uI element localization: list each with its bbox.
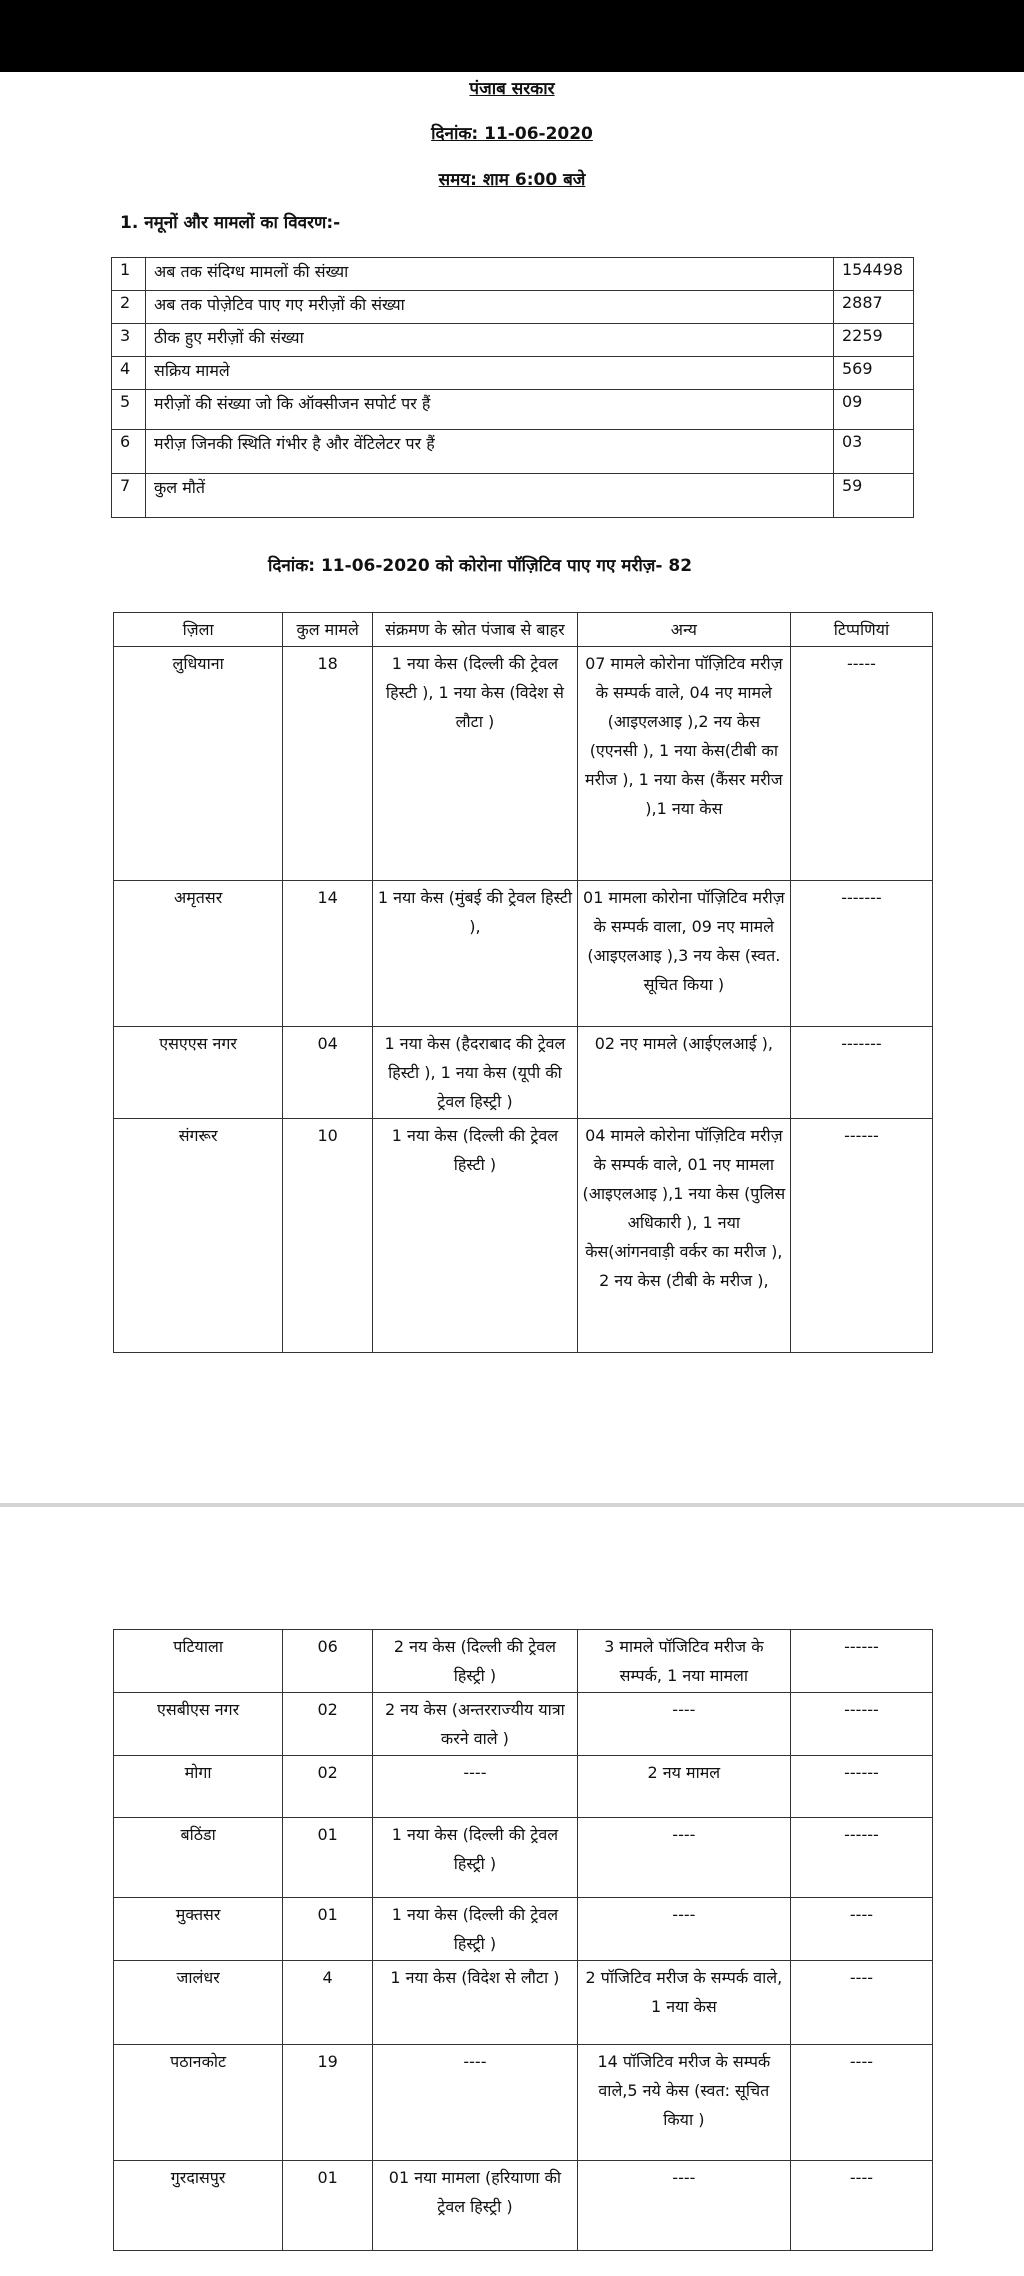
other-cases: 02 नए मामले (आईएलआई ), (577, 1027, 790, 1119)
col-remarks: टिप्पणियां (790, 613, 932, 647)
total-cases: 19 (283, 2045, 373, 2161)
total-cases: 18 (283, 647, 373, 881)
col-other: अन्य (577, 613, 790, 647)
other-cases: ---- (577, 1693, 790, 1756)
total-cases: 06 (283, 1630, 373, 1693)
row-number: 1 (112, 258, 146, 291)
row-label: अब तक संदिग्ध मामलों की संख्या (146, 258, 834, 291)
other-cases: 2 नय मामल (577, 1756, 790, 1818)
outside-source: ---- (373, 1756, 578, 1818)
outside-source: 2 नय केस (अन्तरराज्यीय यात्रा करने वाले ) (373, 1693, 578, 1756)
row-label: मरीज़ों की संख्या जो कि ऑक्सीजन सपोर्ट पर हैं (146, 390, 834, 430)
remarks: ----- (790, 647, 932, 881)
government-title: पंजाब सरकार (469, 79, 555, 99)
header-government (0, 76, 1024, 99)
table-row (114, 1898, 933, 1961)
outside-source: 1 नया केस (मुंबई की ट्रेवल हिस्टी ), (373, 881, 578, 1027)
other-cases: 14 पॉजिटिव मरीज के सम्पर्क वाले,5 नये केस (स्वत: सूचित किया ) (577, 2045, 790, 2161)
summary-row (112, 357, 914, 390)
summary-row (112, 324, 914, 357)
table-row (114, 1961, 933, 2045)
row-value: 03 (834, 430, 914, 474)
remarks: ------ (790, 1630, 932, 1693)
summary-table (111, 257, 914, 518)
summary-row (112, 474, 914, 518)
other-cases: ---- (577, 2161, 790, 2251)
remarks: ---- (790, 1961, 932, 2045)
row-label: अब तक पोज़ेटिव पाए गए मरीज़ों की संख्या (146, 291, 834, 324)
total-cases: 01 (283, 1898, 373, 1961)
outside-source: ---- (373, 2045, 578, 2161)
summary-row (112, 390, 914, 430)
outside-source: 2 नय केस (दिल्ली की ट्रेवल हिस्ट्री ) (373, 1630, 578, 1693)
district-name: एसबीएस नगर (114, 1693, 283, 1756)
row-label: कुल मौतें (146, 474, 834, 518)
table-row (114, 1693, 933, 1756)
outside-source: 1 नया केस (हैदराबाद की ट्रेवल हिस्टी ), 1 नया केस (यूपी की ट्रेवल हिस्ट्री ) (373, 1027, 578, 1119)
header-time (0, 167, 1024, 190)
outside-source: 1 नया केस (दिल्ली की ट्रेवल हिस्ट्री ) (373, 1818, 578, 1898)
row-number: 5 (112, 390, 146, 430)
district-name: बठिंडा (114, 1818, 283, 1898)
district-name: पठानकोट (114, 2045, 283, 2161)
remarks: ------- (790, 1027, 932, 1119)
district-name: अमृतसर (114, 881, 283, 1027)
remarks: ------ (790, 1119, 932, 1353)
remarks: ------ (790, 1756, 932, 1818)
table-row (114, 1630, 933, 1693)
table-row (114, 2161, 933, 2251)
other-cases: 07 मामले कोरोना पॉज़िटिव मरीज़ के सम्पर्क वाले, 04 नए मामले (आइएलआइ ),2 नय केस (एएनसी ), 1 नया केस(टीबी का मरीज ), 1 नया केस (कैंसर मरीज ),1 नया केस (577, 647, 790, 881)
row-value: 569 (834, 357, 914, 390)
outside-source: 1 नया केस (दिल्ली की ट्रेवल हिस्टी ), 1 नया केस (विदेश से लौटा ) (373, 647, 578, 881)
row-number: 2 (112, 291, 146, 324)
row-number: 6 (112, 430, 146, 474)
district-name: गुरदासपुर (114, 2161, 283, 2251)
row-number: 3 (112, 324, 146, 357)
table-row (114, 881, 933, 1027)
positive-cases-title: दिनांक: 11-06-2020 को कोरोना पॉज़िटिव पाए गए मरीज़- 82 (267, 556, 693, 576)
summary-row (112, 258, 914, 291)
district-table-page1 (113, 612, 933, 1353)
other-cases: 01 मामला कोरोना पॉज़िटिव मरीज़ के सम्पर्क वाला, 09 नए मामले (आइएलआइ ),3 नय केस (स्वत. सूचित किया ) (577, 881, 790, 1027)
report-date: दिनांक: 11-06-2020 (431, 124, 593, 144)
other-cases: ---- (577, 1898, 790, 1961)
total-cases: 10 (283, 1119, 373, 1353)
table-header-row (114, 613, 933, 647)
total-cases: 04 (283, 1027, 373, 1119)
other-cases: 2 पॉजिटिव मरीज के सम्पर्क वाले, 1 नया केस (577, 1961, 790, 2045)
outside-source: 1 नया केस (विदेश से लौटा ) (373, 1961, 578, 2045)
table-row (114, 1027, 933, 1119)
district-name: मोगा (114, 1756, 283, 1818)
remarks: ------ (790, 1818, 932, 1898)
top-black-bar (0, 0, 1024, 72)
total-cases: 4 (283, 1961, 373, 2045)
table-row (114, 647, 933, 881)
header-date (0, 121, 1024, 144)
row-value: 59 (834, 474, 914, 518)
row-number: 7 (112, 474, 146, 518)
district-name: पटियाला (114, 1630, 283, 1693)
row-label: मरीज़ जिनकी स्थिति गंभीर है और वेंटिलेटर पर हैं (146, 430, 834, 474)
district-name: लुधियाना (114, 647, 283, 881)
total-cases: 01 (283, 2161, 373, 2251)
table-row (114, 1119, 933, 1353)
other-cases: 3 मामले पॉजिटिव मरीज के सम्पर्क, 1 नया मामला (577, 1630, 790, 1693)
section-title: 1. नमूनों और मामलों का विवरण:- (120, 213, 341, 233)
remarks: ---- (790, 2161, 932, 2251)
district-name: जालंधर (114, 1961, 283, 2045)
page-divider (0, 1503, 1024, 1507)
total-cases: 14 (283, 881, 373, 1027)
district-table-page2 (113, 1629, 933, 2251)
remarks: ---- (790, 1898, 932, 1961)
total-cases: 01 (283, 1818, 373, 1898)
table-row (114, 1818, 933, 1898)
row-number: 4 (112, 357, 146, 390)
row-value: 2887 (834, 291, 914, 324)
row-value: 154498 (834, 258, 914, 291)
total-cases: 02 (283, 1693, 373, 1756)
total-cases: 02 (283, 1756, 373, 1818)
row-label: ठीक हुए मरीज़ों की संख्या (146, 324, 834, 357)
other-cases: 04 मामले कोरोना पॉज़िटिव मरीज़ के सम्पर्क वाले, 01 नए मामला (आइएलआइ ),1 नया केस (पुलिस अधिकारी ), 1 नया केस(आंगनवाड़ी वर्कर का मरीज ), 2 नय केस (टीबी के मरीज ), (577, 1119, 790, 1353)
outside-source: 01 नया मामला (हरियाणा की ट्रेवल हिस्ट्री ) (373, 2161, 578, 2251)
summary-row (112, 291, 914, 324)
other-cases: ---- (577, 1818, 790, 1898)
col-total: कुल मामले (283, 613, 373, 647)
row-value: 09 (834, 390, 914, 430)
table-row (114, 1756, 933, 1818)
remarks: ------- (790, 881, 932, 1027)
row-label: सक्रिय मामले (146, 357, 834, 390)
outside-source: 1 नया केस (दिल्ली की ट्रेवल हिस्टी ) (373, 1119, 578, 1353)
remarks: ---- (790, 2045, 932, 2161)
row-value: 2259 (834, 324, 914, 357)
remarks: ------ (790, 1693, 932, 1756)
col-outside-source: संक्रमण के स्रोत पंजाब से बाहर (373, 613, 578, 647)
district-name: मुक्तसर (114, 1898, 283, 1961)
outside-source: 1 नया केस (दिल्ली की ट्रेवल हिस्ट्री ) (373, 1898, 578, 1961)
district-name: एसएएस नगर (114, 1027, 283, 1119)
col-district: ज़िला (114, 613, 283, 647)
district-name: संगरूर (114, 1119, 283, 1353)
report-time: समय: शाम 6:00 बजे (438, 170, 586, 190)
table-row (114, 2045, 933, 2161)
summary-row (112, 430, 914, 474)
